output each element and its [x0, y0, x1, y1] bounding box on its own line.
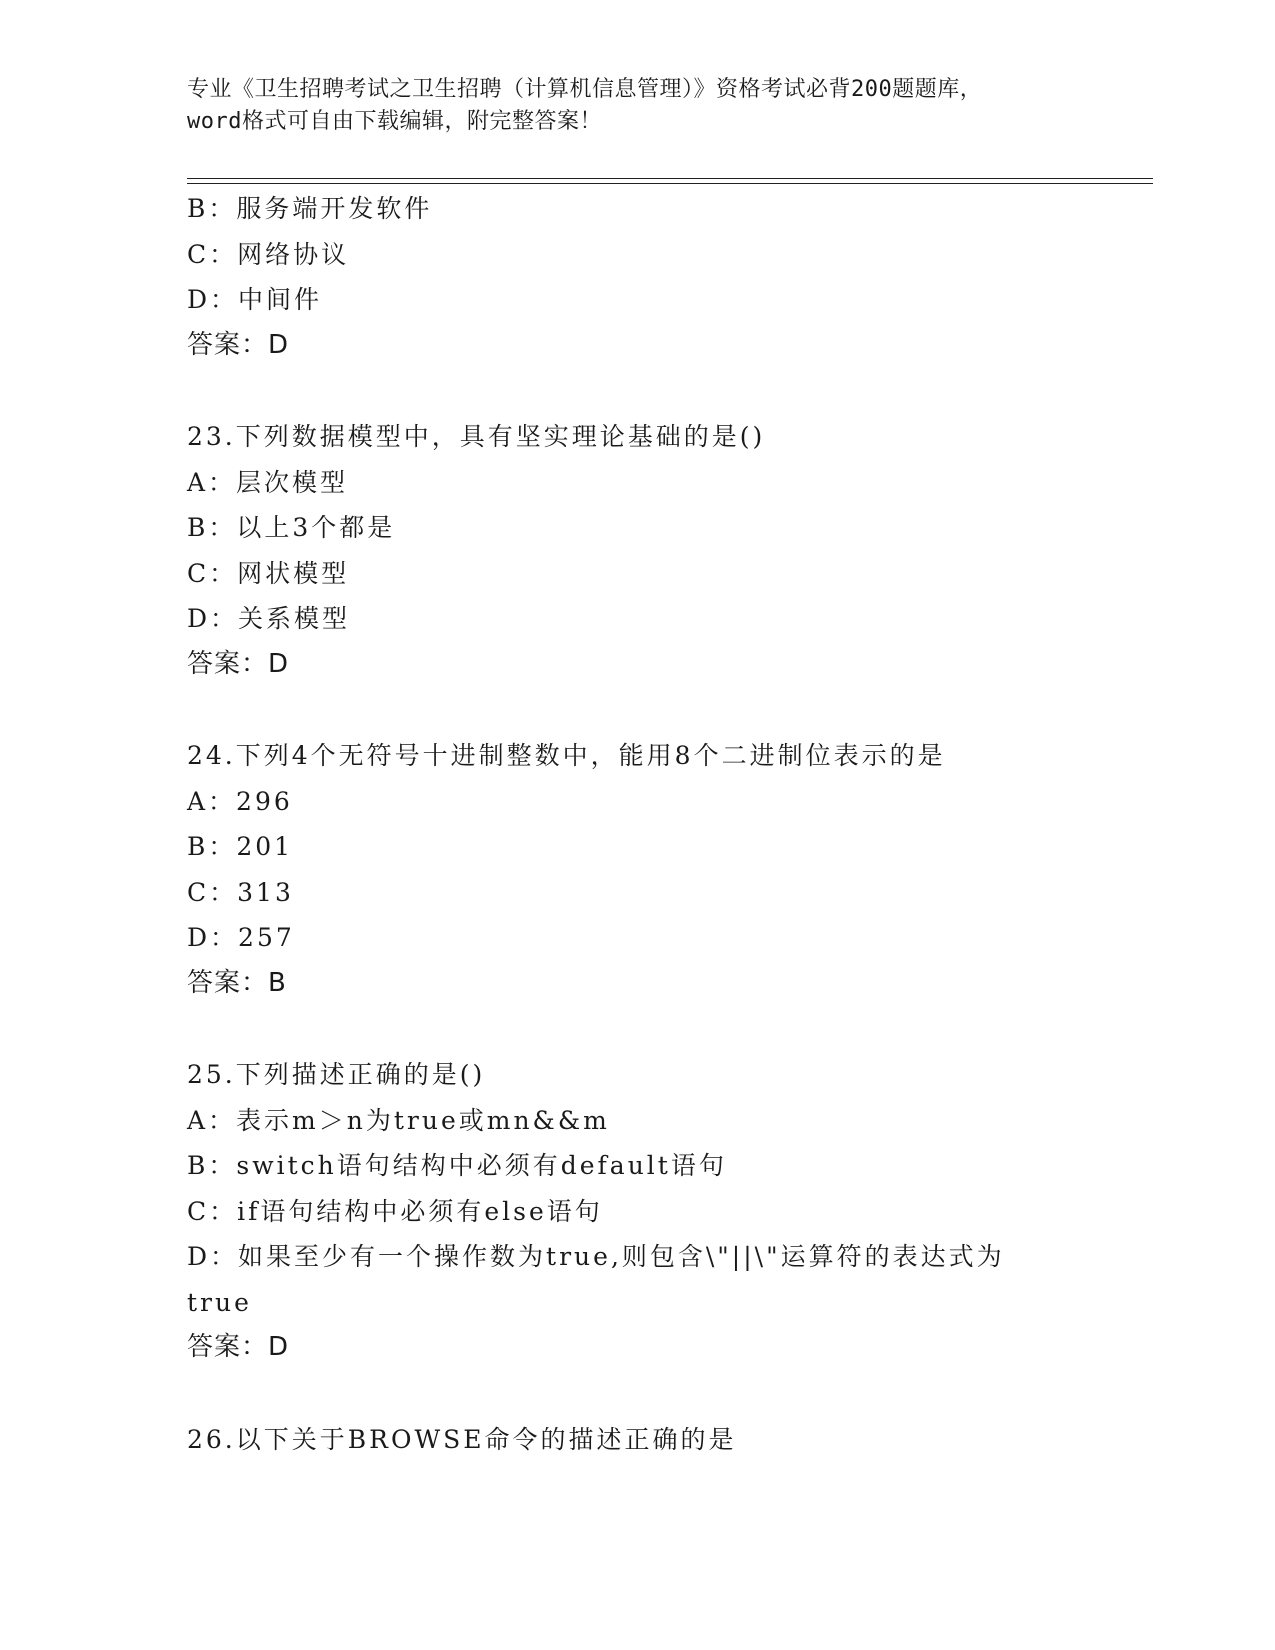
option-d-continuation: true — [187, 1287, 252, 1317]
header-title-line-2: word格式可自由下载编辑，附完整答案！ — [187, 109, 602, 134]
option-c: C：网状模型 — [187, 558, 350, 588]
question-26 — [187, 1417, 1137, 1463]
option-d: D：如果至少有一个操作数为true,则包含\"||\"运算符的表达式为 — [187, 1242, 1005, 1271]
option-c: C：if语句结构中必须有else语句 — [187, 1196, 603, 1226]
answer-line: 答案：D — [187, 329, 290, 360]
option-b: B：201 — [187, 832, 294, 861]
option-b: B：switch语句结构中必须有default语句 — [187, 1151, 727, 1180]
question-24 — [187, 733, 1137, 1006]
question-22-tail — [187, 186, 1137, 368]
spacer — [187, 1371, 1137, 1417]
option-d: D：关系模型 — [187, 604, 351, 633]
option-c: C：313 — [187, 877, 294, 907]
question-text: 23.下列数据模型中，具有坚实理论基础的是() — [187, 422, 766, 451]
answer-line: 答案：D — [187, 648, 290, 679]
question-text: 26.以下关于BROWSE命令的描述正确的是 — [187, 1424, 737, 1454]
answer-line: 答案：B — [187, 967, 287, 998]
option-b: B：服务端开发软件 — [187, 194, 433, 223]
option-b: B：以上3个都是 — [187, 513, 396, 542]
question-text: 25.下列描述正确的是() — [187, 1060, 486, 1089]
option-a: A：表示m＞n为true或mn&&m — [187, 1105, 610, 1135]
question-25 — [187, 1052, 1137, 1371]
header-double-rule — [187, 178, 1153, 184]
answer-line: 答案：D — [187, 1332, 290, 1362]
option-d: D：中间件 — [187, 285, 323, 314]
spacer — [187, 1006, 1137, 1052]
spacer — [187, 368, 1137, 414]
question-list — [187, 186, 1137, 1462]
question-23 — [187, 414, 1137, 687]
option-a: A：层次模型 — [187, 467, 349, 497]
option-c: C：网络协议 — [187, 239, 350, 269]
document-header — [187, 74, 1087, 138]
spacer — [187, 687, 1137, 733]
option-a: A：296 — [187, 786, 293, 816]
question-text: 24.下列4个无符号十进制整数中，能用8个二进制位表示的是 — [187, 741, 946, 770]
header-title-line-1: 专业《卫生招聘考试之卫生招聘（计算机信息管理）》资格考试必背200题题库， — [187, 77, 983, 102]
option-d: D：257 — [187, 923, 295, 952]
